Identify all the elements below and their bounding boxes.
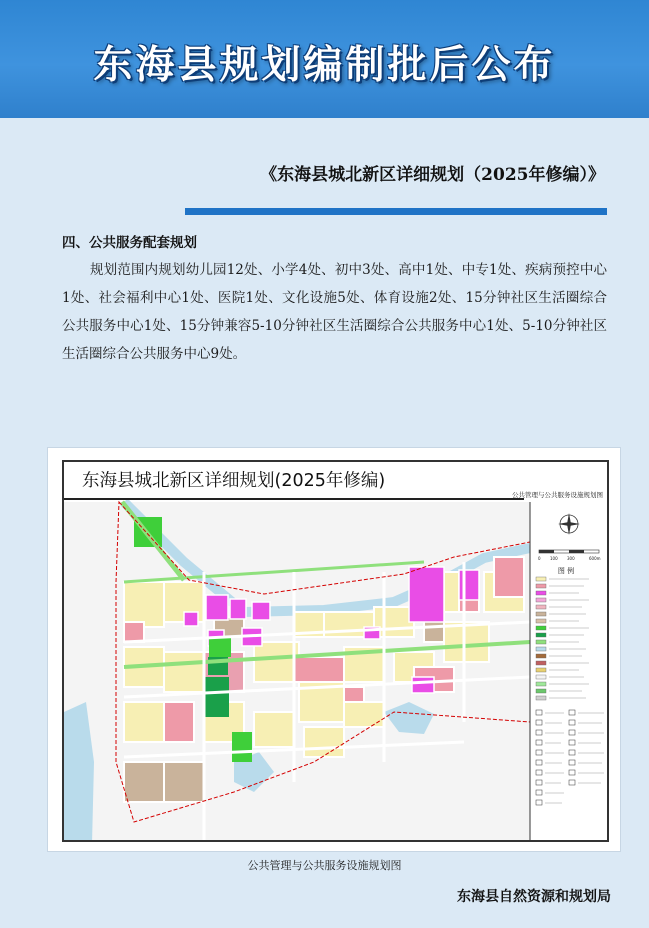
map-subtitle: 公共管理与公共服务设施规划图 xyxy=(512,491,603,499)
svg-text:100: 100 xyxy=(550,556,558,561)
planning-map-figure xyxy=(47,447,621,852)
document-subtitle: 《东海县城北新区详细规划（2025年修编）》 xyxy=(260,165,605,185)
legend-title: 图 例 xyxy=(557,567,575,575)
header-banner xyxy=(0,0,649,118)
banner-title: 东海县规划编制批后公布 xyxy=(93,43,556,88)
map-graphic xyxy=(64,462,609,842)
svg-text:0: 0 xyxy=(538,556,541,561)
svg-text:600m: 600m xyxy=(589,556,601,561)
figure-caption: 公共管理与公共服务设施规划图 xyxy=(247,859,402,872)
divider-rule xyxy=(185,208,607,215)
planning-map xyxy=(62,460,609,842)
section-heading: 四、公共服务配套规划 xyxy=(62,235,197,251)
map-title: 东海县城北新区详细规划(2025年修编) xyxy=(82,471,386,491)
issuing-organization: 东海县自然资源和规划局 xyxy=(457,889,611,905)
svg-text:300: 300 xyxy=(567,556,575,561)
map-title-underline xyxy=(64,498,524,500)
body-paragraph: 规划范围内规划幼儿园12处、小学4处、初中3处、高中1处、中专1处、疾病预控中心1处、社会福利中心1处、医院1处、文化设施5处、体育设施2处、15分钟社区生活圈综合公共服务中心1处、15分钟兼容5-10分钟社区生活圈综合公共服务中心1处、5-10分钟社区生活圈综合公共服务中心9处。 xyxy=(62,262,607,362)
